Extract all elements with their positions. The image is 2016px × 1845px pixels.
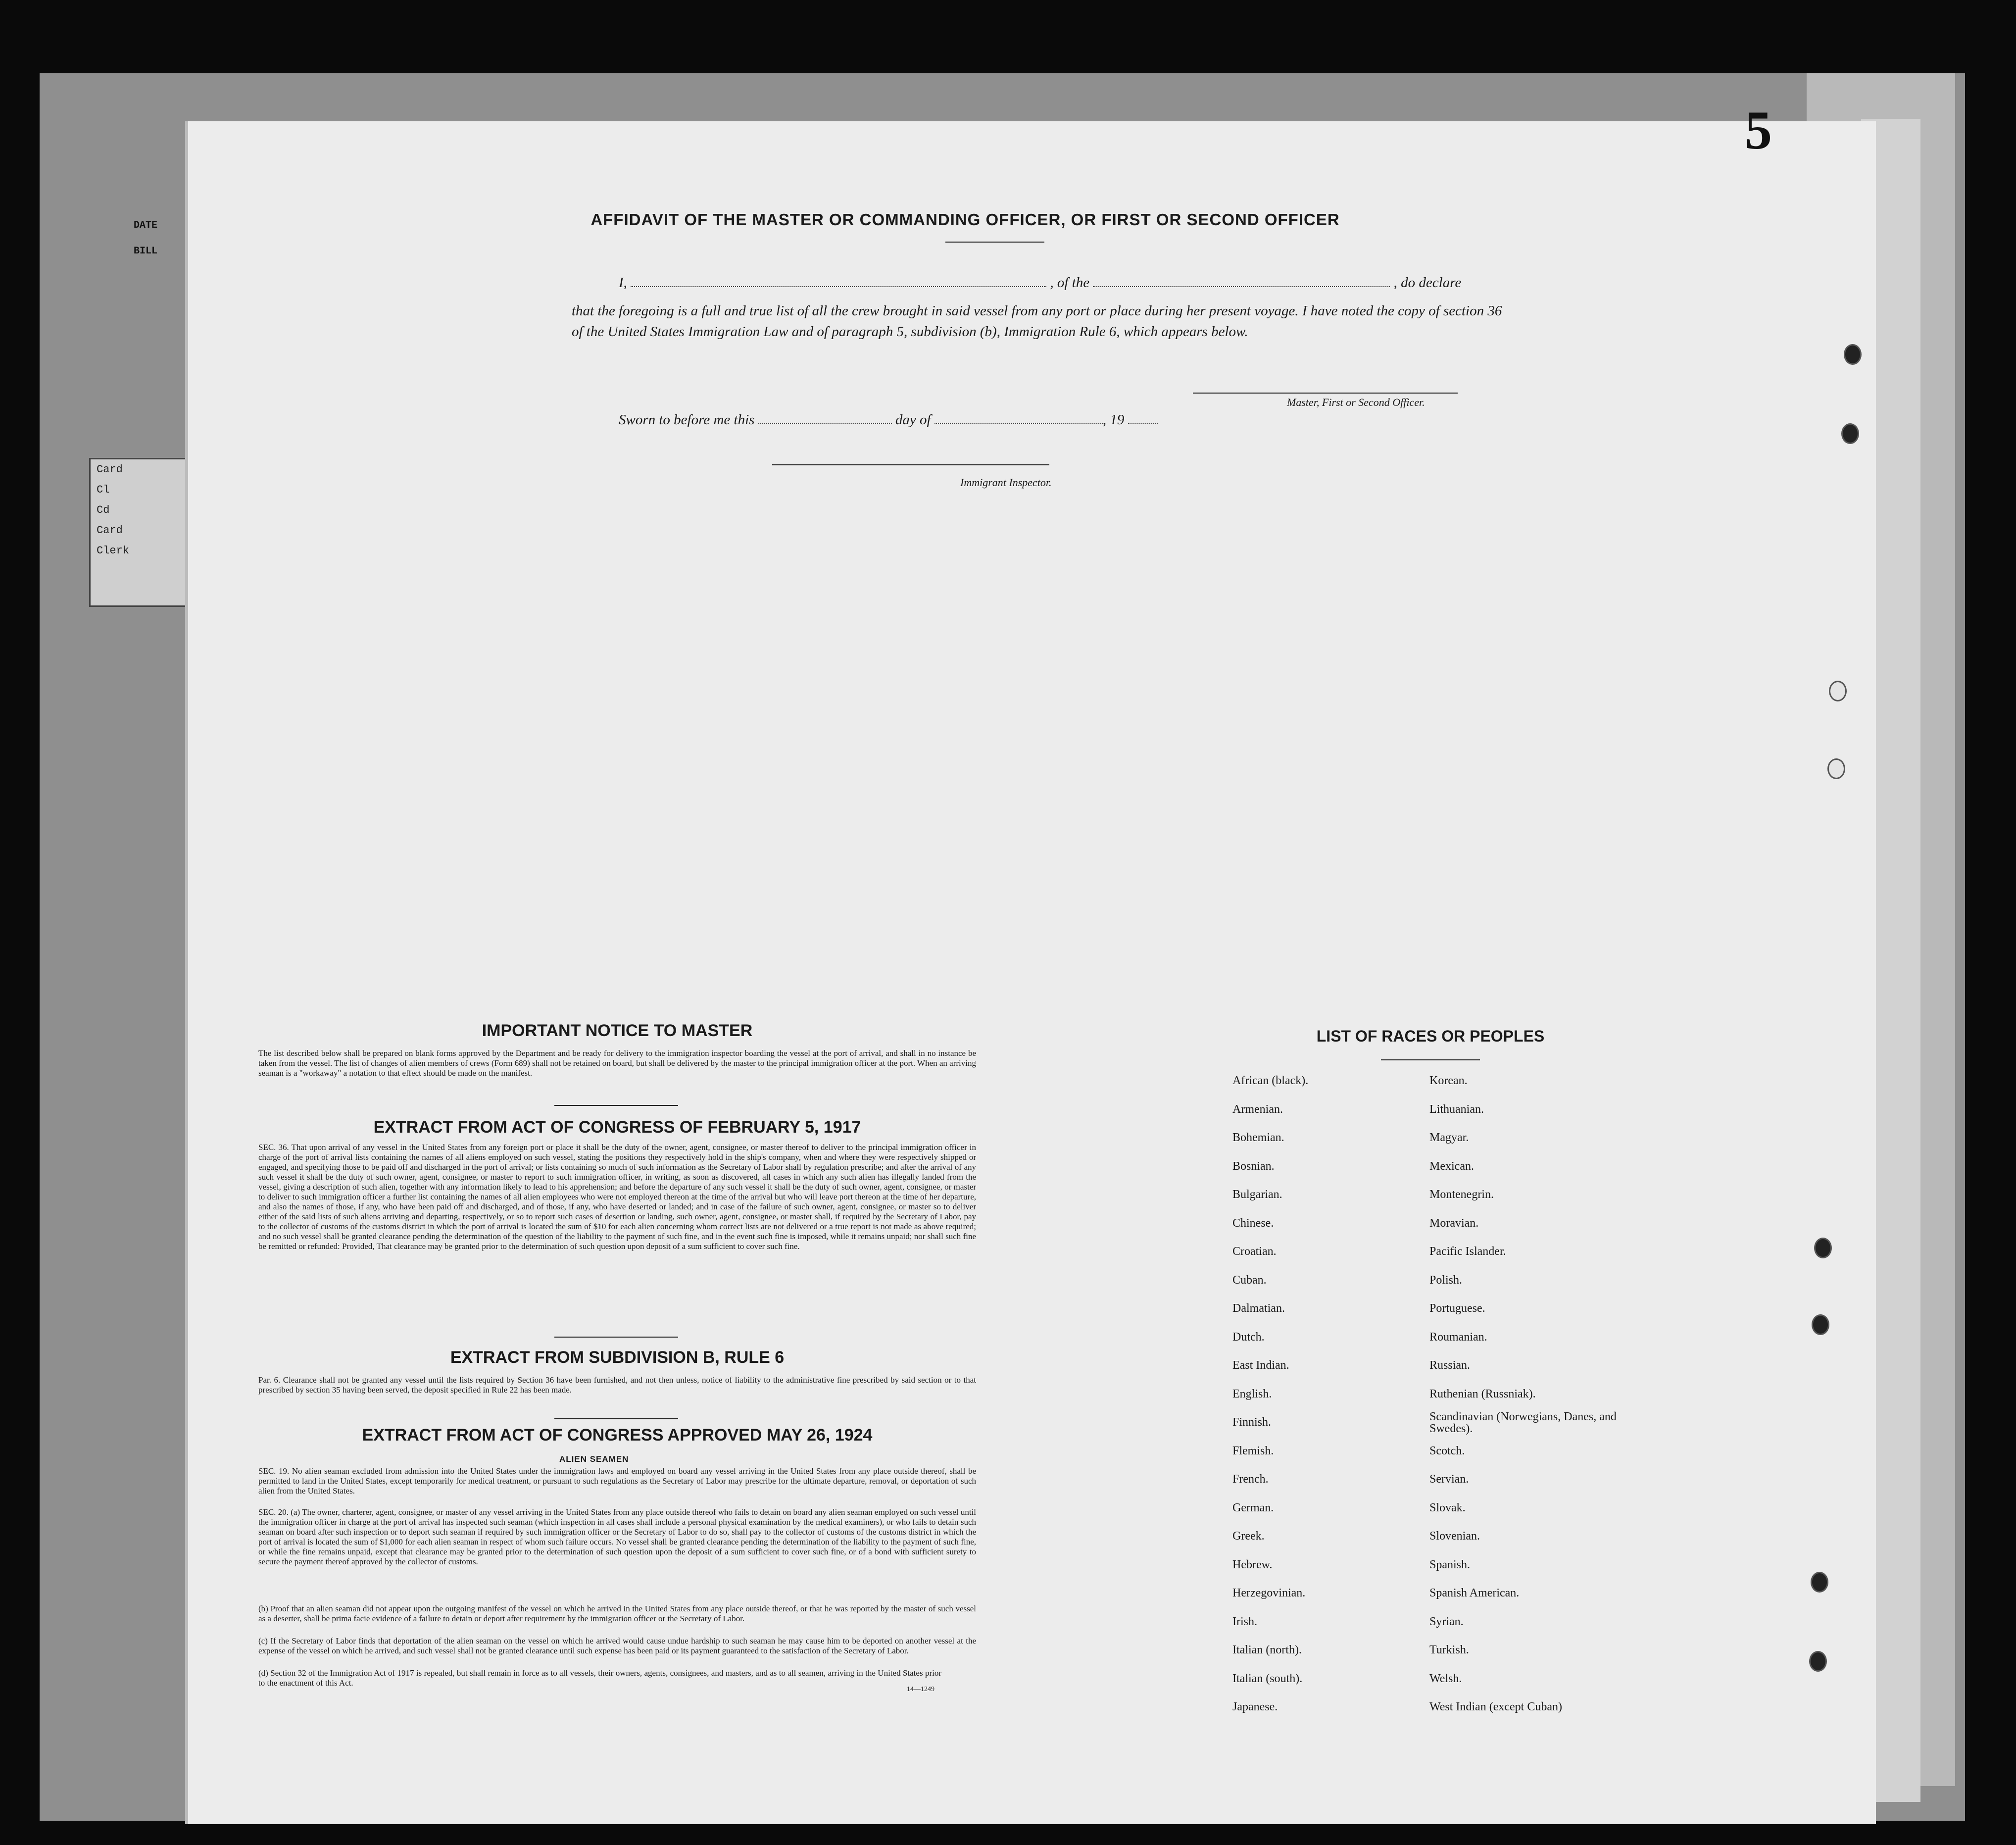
race-item: Polish.	[1429, 1273, 1463, 1287]
race-item: Turkish.	[1429, 1644, 1469, 1656]
extract-rule6-title: EXTRACT FROM SUBDIVISION B, RULE 6	[450, 1348, 785, 1367]
race-item: German.	[1232, 1501, 1274, 1514]
punch-hole	[1829, 681, 1847, 701]
race-item: Armenian.	[1232, 1102, 1283, 1116]
race-item: West Indian (except Cuban)	[1429, 1700, 1562, 1713]
inspector-signature-line	[772, 464, 1049, 465]
name-field[interactable]	[631, 286, 1046, 287]
page-number: 5	[1745, 100, 1772, 160]
race-item: Spanish American.	[1429, 1587, 1520, 1599]
extract-1924-sec20d: (d) Section 32 of the Immigration Act of 1917 is repealed, but shall remain in force as to all vessels, their owners, agents, consignees, and masters, and as to all seamen, arriving in the United States prior to the enactment of this Act.	[258, 1668, 941, 1688]
year-field[interactable]	[1128, 423, 1158, 424]
extract-1924-sec20b: (b) Proof that an alien seaman did not appear upon the outgoing manifest of the vessel on which he arrived in the United States from any place outside thereof, or that he was reported by the master of such vessel as a deserter, shall be prima facie evidence of a failure to detain or deport after requirement by the immigration officer or the Secretary of Labor.	[258, 1604, 976, 1623]
race-item: Cuban.	[1232, 1273, 1267, 1287]
affidavit-title: AFFIDAVIT OF THE MASTER OR COMMANDING OFFICER, OR FIRST OR SECOND OFFICER	[590, 210, 1340, 229]
race-item: Syrian.	[1429, 1615, 1464, 1628]
divider	[554, 1337, 678, 1338]
affidavit-body: that the foregoing is a full and true list of all the crew brought in said vessel from any port or place during her present voyage. I have noted the copy of section 36 of the United States Immigration Law and of paragraph 5, subdivision (b), Immigration Rule 6, which appears below.	[572, 303, 1502, 340]
race-item: Korean.	[1429, 1074, 1468, 1087]
divider	[554, 1418, 678, 1419]
extract-1924-sec20c: (c) If the Secretary of Labor finds that deportation of the alien seaman on the vessel on which he arrived would cause undue hardship to such seaman he may cause him to be deported on another vessel at the expense of the vessel on which he arrived, and such vessel shall not be granted clearance until such expense has been paid or its payment guaranteed to the satisfaction of the Secretary of Labor.	[258, 1636, 976, 1655]
form-number: 14—1249	[907, 1686, 934, 1693]
race-item: Hebrew.	[1232, 1558, 1273, 1571]
race-item: Italian (south).	[1232, 1672, 1303, 1685]
race-item: Lithuanian.	[1429, 1102, 1484, 1116]
race-item: Montenegrin.	[1429, 1188, 1494, 1201]
race-item: Scandinavian (Norwegians, Danes, and Swedes).	[1429, 1410, 1617, 1435]
race-item: Italian (north).	[1232, 1644, 1302, 1656]
race-item: Bohemian.	[1232, 1131, 1284, 1144]
race-item: Servian.	[1429, 1473, 1469, 1486]
race-item: Scotch.	[1429, 1444, 1465, 1457]
punch-hole	[1812, 1314, 1829, 1335]
race-item: Spanish.	[1429, 1558, 1471, 1571]
race-item: Slovak.	[1429, 1501, 1466, 1514]
extract-1924-title: EXTRACT FROM ACT OF CONGRESS APPROVED MAY 26, 1924	[362, 1426, 873, 1445]
notice-text: The list described below shall be prepared on blank forms approved by the Department and be ready for delivery to the immigration inspector boarding the vessel at the port of arrival, and shall in no instance be taken from the vessel. The list of changes of alien members of crews (Form 689) shall not be retained on board, but shall be delivered by the master to the principal immigration officer at the port. When an arriving seaman is a "workaway" a notation to that effect should be made on the manifest.	[258, 1048, 976, 1078]
extract-1924-sec20: SEC. 20. (a) The owner, charterer, agent, consignee, or master of any vessel arriving in the United States from any place outside thereof who fails to detain on board any alien seaman employed on such vessel until the immigration officer in charge at the port of arrival has inspected such seaman (which inspection in all cases shall include a personal physical examination by the medical examiners), or who fails to detain such seaman on board after such inspection or to deport such seaman if required by such immigration officer or the Secretary of Labor to do so, shall pay to the collector of customs of the customs district in which the port of arrival is located the sum of $1,000 for each alien seaman in respect of whom such failure occurs. No vessel shall be granted clearance pending the determination of the liability to the payment of such fine, or while the fine remains unpaid, except that clearance may be granted prior to the determination of such question upon the deposit of a sum sufficient to cover such fine, or of a bond with sufficient surety to secure the payment thereof approved by the collector of customs.	[258, 1507, 976, 1566]
margin-card-line: Cd	[97, 504, 110, 516]
race-item: African (black).	[1232, 1074, 1309, 1087]
signature-line	[1193, 393, 1458, 394]
inspector-label: Immigrant Inspector.	[960, 476, 1052, 489]
race-item: French.	[1232, 1473, 1269, 1486]
extract-1924-subtitle: ALIEN SEAMEN	[559, 1454, 629, 1464]
extract-1924-sec19: SEC. 19. No alien seaman excluded from admission into the United States under the immigration laws and employed on board any vessel arriving in the United States from any place outside thereof, shall be permitted to land in the United States, except temporarily for medical treatment, or pursuant to such regulations as the Secretary of Labor may prescribe for the ultimate departure, removal, or deportation of such alien from the United States.	[258, 1466, 976, 1496]
punch-hole	[1827, 758, 1845, 779]
margin-card-line: Clerk	[97, 545, 130, 557]
race-item: Finnish.	[1232, 1416, 1272, 1429]
race-item: Greek.	[1232, 1530, 1265, 1543]
race-item: Moravian.	[1429, 1216, 1479, 1230]
manifest-sheet	[188, 121, 1876, 1824]
race-item: Chinese.	[1232, 1216, 1274, 1230]
punch-hole	[1841, 423, 1859, 444]
race-item: Herzegovinian.	[1232, 1587, 1306, 1599]
sworn-line: Sworn to before me this day of , 19	[619, 412, 1158, 428]
day-field[interactable]	[758, 423, 892, 424]
race-item: Magyar.	[1429, 1131, 1469, 1144]
race-item: Ruthenian (Russniak).	[1429, 1387, 1536, 1400]
race-item: Japanese.	[1232, 1700, 1278, 1713]
race-item: Russian.	[1429, 1359, 1471, 1372]
race-item: English.	[1232, 1387, 1272, 1400]
signature-label: Master, First or Second Officer.	[1287, 396, 1425, 408]
race-item: Slovenian.	[1429, 1530, 1480, 1543]
punch-hole	[1814, 1238, 1832, 1258]
affidavit-declaration-line: I, , of the , do declare	[619, 275, 1462, 291]
notice-title: IMPORTANT NOTICE TO MASTER	[482, 1021, 753, 1040]
stamp-text: DATE BILL	[134, 220, 158, 257]
margin-card-line: Card	[97, 524, 123, 537]
punch-hole	[1811, 1572, 1828, 1593]
month-field[interactable]	[934, 423, 1103, 424]
margin-card	[89, 458, 198, 607]
races-rule	[1381, 1059, 1480, 1060]
race-item: Pacific Islander.	[1429, 1245, 1506, 1258]
race-item: Welsh.	[1429, 1672, 1462, 1685]
race-item: Portuguese.	[1429, 1302, 1485, 1315]
punch-hole	[1809, 1651, 1827, 1672]
race-item: Dalmatian.	[1232, 1302, 1285, 1315]
race-item: Irish.	[1232, 1615, 1257, 1628]
race-item: Bulgarian.	[1232, 1188, 1282, 1201]
extract-rule6-text: Par. 6. Clearance shall not be granted any vessel until the lists required by Section 36 have been furnished, and not then unless, notice of liability to the administrative fine prescribed by said section or to that prescribed by section 35 having been served, the deposit specified in Rule 22 has been made.	[258, 1375, 976, 1395]
margin-card-line: Cl	[97, 484, 110, 496]
race-item: East Indian.	[1232, 1359, 1289, 1372]
race-item: Mexican.	[1429, 1159, 1474, 1173]
race-item: Bosnian.	[1232, 1159, 1275, 1173]
race-item: Dutch.	[1232, 1330, 1265, 1344]
races-title: LIST OF RACES OR PEOPLES	[1316, 1027, 1545, 1045]
title-rule	[945, 242, 1044, 243]
vessel-field[interactable]	[1093, 286, 1390, 287]
punch-hole	[1844, 344, 1862, 365]
margin-card-line: Card	[97, 463, 123, 476]
extract-1917-title: EXTRACT FROM ACT OF CONGRESS OF FEBRUARY 5, 1917	[373, 1118, 861, 1137]
divider	[554, 1105, 678, 1106]
extract-1917-text: SEC. 36. That upon arrival of any vessel in the United States from any foreign port or place it shall be the duty of the owner, agent, consignee, or master thereof to deliver to the principal immigration officer in charge of the port of arrival lists containing the names of all aliens employed on such vessel, stating the positions they respectively hold in the ship's company, when and where they were respectively shipped or engaged, and specifying those to be paid off and discharged in the port of arrival; or lists containing so much of such information as the Secretary of Labor shall by regulation prescribe; and after the arrival of any such vessel it shall be the duty of such owner, agent, consignee, or master to report to such immigration officer, in writing, as soon as discovered, all cases in which any such alien has illegally landed from the vessel, giving a description of such alien, together with any information likely to lead to his apprehension; and before the departure of any such vessel it shall be the duty of such owner, agent, consignee, or master to deliver to such immigration officer a further list containing the names of all alien employees who were not employed thereon at the time of the arrival but who will leave port thereon at the time of her departure, and also the names of those, if any, who have been paid off and discharged, and of those, if any, who have deserted or landed; and in case of the failure of such owner, agent, consignee, or master so to deliver either of the said lists of such aliens arriving and departing, respectively, or so to report such cases of desertion or landing, such owner, agent, consignee, or master shall, if required by the Secretary of Labor, pay to the collector of customs of the customs district in which the port of arrival is located the sum of $10 for each alien concerning whom correct lists are not delivered or a true report is not made as above required; and no such vessel shall be granted clearance pending the determination of the question of the liability to the payment of such fine, and in the event such fine is imposed, while it remains unpaid; nor shall such fine be remitted or refunded: Provided, That clearance may be granted prior to the determination of such question upon deposit of a sum sufficient to cover such fine.	[258, 1143, 976, 1251]
race-item: Croatian.	[1232, 1245, 1277, 1258]
race-item: Flemish.	[1232, 1444, 1274, 1457]
race-item: Roumanian.	[1429, 1330, 1487, 1344]
